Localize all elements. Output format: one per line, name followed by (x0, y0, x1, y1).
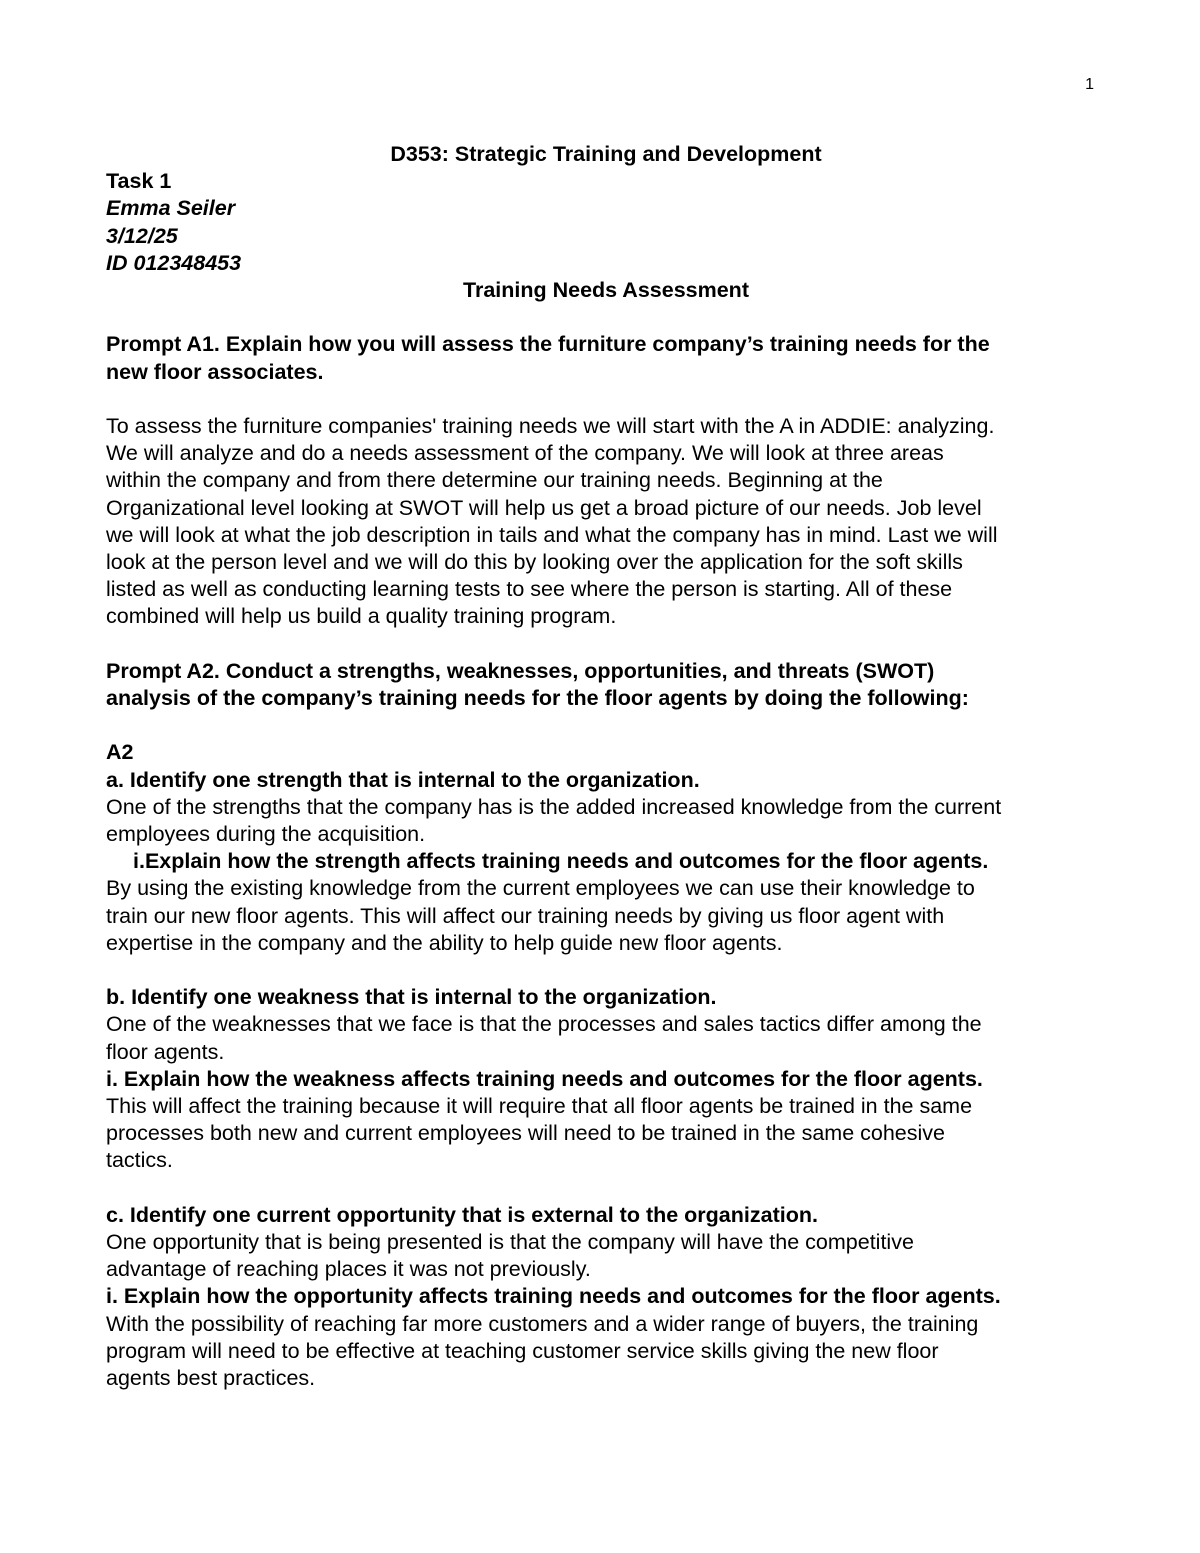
weakness-heading: b. Identify one weakness that is internal to the organization. (106, 985, 717, 1010)
strength-heading: a. Identify one strength that is internal to the organization. (106, 767, 700, 792)
weakness-sub-heading: i. Explain how the weakness affects training needs and outcomes for the floor agents. (106, 1066, 983, 1091)
prompt-a2-heading-cont: analysis of the company’s training needs for the floor agents by doing the following: (106, 686, 969, 711)
prompt-a1-body-line: We will analyze and do a needs assessment of the company. We will look at three areas (106, 441, 944, 466)
strength-sub-body-line: train our new floor agents. This will affect our training needs by giving us floor agent with (106, 903, 945, 928)
opportunity-sub-body-line: agents best practices. (106, 1366, 316, 1391)
task-label: Task 1 (106, 169, 172, 194)
spacer (106, 712, 1106, 739)
opportunity-body-line: One opportunity that is being presented is that the company will have the competitive (106, 1230, 914, 1255)
prompt-a2-heading: Prompt A2. Conduct a strengths, weaknesses, opportunities, and threats (SWOT) (106, 658, 935, 683)
opportunity-body-line: advantage of reaching places it was not previously. (106, 1257, 591, 1282)
prompt-a1-body-line: combined will help us build a quality training program. (106, 604, 617, 629)
document-body (106, 141, 1106, 1392)
spacer (106, 1175, 1106, 1202)
weakness-sub-body-line: processes both new and current employees will need to be trained in the same cohesive (106, 1121, 945, 1146)
prompt-a1-heading: Prompt A1. Explain how you will assess the furniture company’s training needs for the (106, 332, 990, 357)
document-title: Training Needs Assessment (463, 278, 749, 303)
strength-sub-heading: i.Explain how the strength affects training needs and outcomes for the floor agents. (133, 849, 989, 874)
spacer (106, 304, 1106, 331)
strength-body-line: employees during the acquisition. (106, 822, 426, 847)
prompt-a1-body-line: To assess the furniture companies' training needs we will start with the A in ADDIE: analyzing. (106, 414, 995, 438)
weakness-sub-body-line: This will affect the training because it will require that all floor agents be trained in the same (106, 1094, 973, 1119)
strength-body-line: One of the strengths that the company has is the added increased knowledge from the current (106, 794, 1002, 819)
opportunity-heading: c. Identify one current opportunity that is external to the organization. (106, 1202, 818, 1227)
strength-sub-body-line: By using the existing knowledge from the current employees we can use their knowledge to (106, 876, 975, 901)
prompt-a1-heading-cont: new floor associates. (106, 359, 324, 384)
student-id: ID 012348453 (106, 250, 242, 275)
page-number: 1 (1085, 76, 1094, 93)
prompt-a1-body-line: look at the person level and we will do this by looking over the application for the soft skills (106, 550, 963, 575)
spacer (106, 631, 1106, 658)
document-date: 3/12/25 (106, 223, 178, 248)
weakness-body-line: floor agents. (106, 1039, 225, 1064)
opportunity-sub-heading: i. Explain how the opportunity affects training needs and outcomes for the floor agents. (106, 1284, 1001, 1309)
spacer (106, 386, 1106, 413)
opportunity-sub-body-line: With the possibility of reaching far more customers and a wider range of buyers, the training (106, 1311, 979, 1336)
spacer (106, 957, 1106, 984)
prompt-a1-body-line: listed as well as conducting learning tests to see where the person is starting. All of these (106, 577, 953, 602)
opportunity-sub-body-line: program will need to be effective at teaching customer service skills giving the new floor (106, 1338, 939, 1363)
prompt-a1-body-line: Organizational level looking at SWOT will help us get a broad picture of our needs. Job level (106, 495, 982, 520)
prompt-a1-body-line: we will look at what the job description in tails and what the company has in mind. Last we will (106, 522, 998, 547)
prompt-a1-body-line: within the company and from there determine our training needs. Beginning at the (106, 468, 883, 493)
weakness-sub-body-line: tactics. (106, 1148, 173, 1173)
author-name: Emma Seiler (106, 196, 236, 221)
weakness-body-line: One of the weaknesses that we face is that the processes and sales tactics differ among the (106, 1012, 982, 1037)
section-label-a2: A2 (106, 740, 134, 765)
strength-sub-body-line: expertise in the company and the ability to help guide new floor agents. (106, 930, 783, 955)
course-title: D353: Strategic Training and Development (390, 142, 822, 166)
